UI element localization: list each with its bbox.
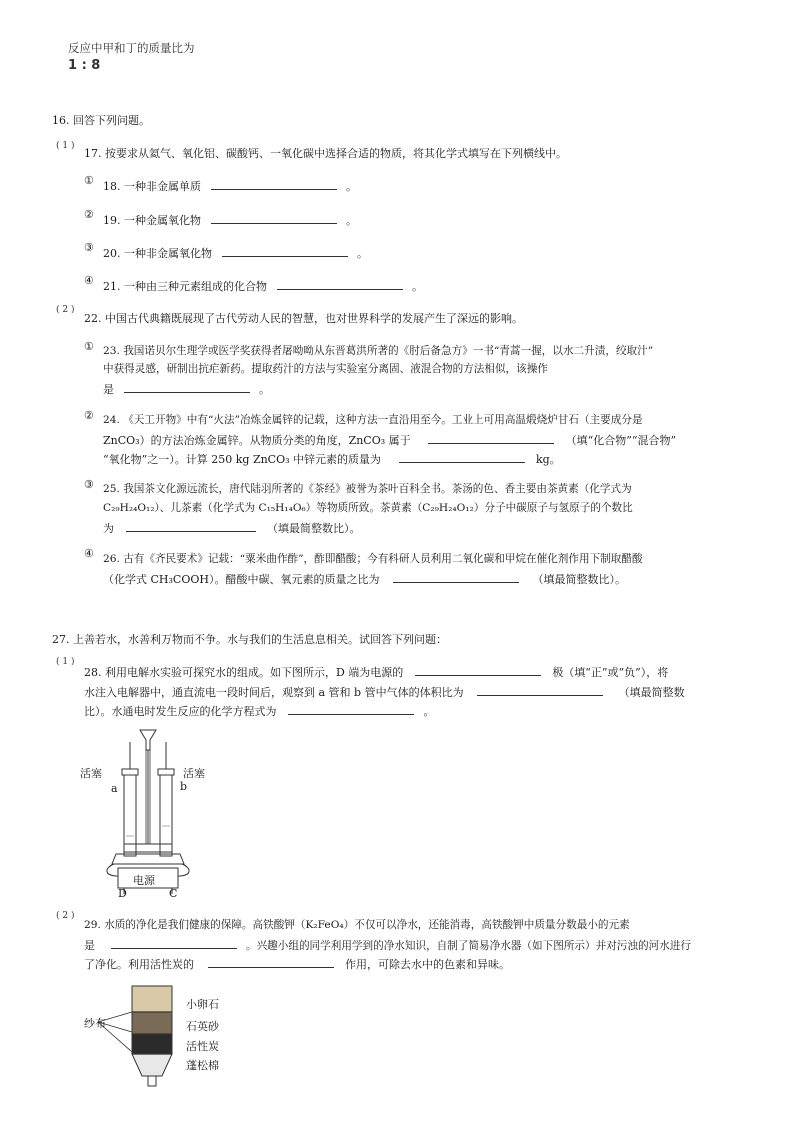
q27-title: 27. 上善若水，水善利万物而不争。水与我们的生活息息相关。试回答下列问题： — [52, 633, 447, 646]
q28-line2-hint: （填最简整数 — [618, 686, 685, 699]
layer-sand-label: 石英砂 — [186, 1020, 219, 1033]
q18-text: 18. 一种非金属单质 — [103, 180, 201, 193]
q16-part2-marker: ( 2 ) — [56, 305, 75, 315]
header-note: 反应中甲和丁的质量比为 — [68, 41, 195, 55]
q21-answer-blank[interactable] — [277, 278, 403, 290]
q28-volume-blank[interactable] — [477, 684, 603, 696]
q24-line3-text: “氧化物”之一）。计算 250 kg ZnCO₃ 中锌元素的质量为 — [103, 453, 382, 466]
q24-line3 — [103, 451, 561, 467]
end-c-label: C — [169, 887, 178, 900]
q26-line2-text: （化学式 CH₃COOH）。醋酸中碳、氧元素的质量之比为 — [103, 573, 380, 586]
tube-a-label: a — [111, 782, 118, 795]
q20-row — [103, 245, 368, 261]
q28-equation-blank[interactable] — [288, 703, 414, 715]
q18-row — [103, 178, 357, 194]
q29-line2 — [84, 937, 691, 954]
tube-b-label: b — [180, 780, 188, 793]
q19-answer-blank[interactable] — [211, 212, 337, 224]
q29-line2-prefix: 是 — [84, 939, 95, 952]
q29-line1: 29. 水质的净化是我们健康的保障。高铁酸钾（K₂FeO₄）不仅可以净水，还能消毒，高铁酸钾中质量分数最小的元素 — [84, 919, 630, 931]
q24-circle: ② — [84, 409, 94, 422]
q21-row — [103, 278, 423, 294]
q18-end: 。 — [346, 180, 357, 193]
q23-circle: ① — [84, 340, 94, 353]
q18-answer-blank[interactable] — [211, 178, 337, 190]
q28-line2 — [84, 684, 685, 700]
q19-end: 。 — [346, 214, 357, 227]
q22-stem: 22. 中国古代典籍既展现了古代劳动人民的智慧，也对世界科学的发展产生了深远的影响。 — [84, 312, 523, 325]
q20-circle: ③ — [84, 241, 94, 254]
q29-line2-text: 。兴趣小组的同学利用学到的净水知识，自制了简易净水器（如下图所示）并对污浊的河水进行 — [246, 940, 691, 952]
q16-title: 16. 回答下列问题。 — [52, 114, 150, 127]
q19-text: 19. 一种金属氧化物 — [103, 214, 201, 227]
valve-left-label: 活塞 — [80, 767, 102, 780]
q28-line1-text: 28. 利用电解水实验可探究水的组成。如下图所示，D 端为电源的 — [84, 666, 404, 679]
q23-line1: 23. 我国诺贝尔生理学或医学奖获得者屠呦呦从东晋葛洪所著的《肘后备急方》一书“青蒿一握，以水二升渍，绞取汁” — [103, 345, 654, 357]
q25-circle: ③ — [84, 478, 94, 491]
q27-part2-marker: ( 2 ) — [56, 911, 75, 921]
q28-line3-end: 。 — [423, 705, 435, 718]
q20-end: 。 — [357, 247, 368, 260]
q26-ratio-blank[interactable] — [393, 571, 519, 583]
q25-line3-prefix: 为 — [103, 522, 114, 535]
q28-line2-text: 水注入电解器中，通直流电一段时间后，观察到 a 管和 b 管中气体的体积比为 — [84, 686, 464, 699]
q23-line3-end: 。 — [259, 383, 270, 396]
q25-line3 — [103, 520, 361, 536]
q19-circle: ② — [84, 208, 94, 221]
q16-part1-marker: ( 1 ) — [56, 141, 75, 151]
q29-line3-text: 了净化。利用活性炭的 — [84, 958, 194, 971]
q26-line1: 26. 古有《齐民要术》记载：“粟米曲作酢”，酢即醋酸；今有科研人员利用二氧化碳和甲烷在催化剂作用下制取醋酸 — [103, 553, 643, 565]
q23-line3 — [103, 381, 270, 397]
q29-effect-blank[interactable] — [208, 956, 334, 968]
q24-line2-text: ZnCO₃）的方法冶炼金属锌。从物质分类的角度，ZnCO₃ 属于 — [103, 434, 411, 447]
q24-line1: 24. 《天工开物》中有“火法”冶炼金属锌的记载，这种方法一直沿用至今。工业上可用高温煅烧炉甘石（主要成分是 — [103, 414, 643, 426]
q18-circle: ① — [84, 174, 94, 187]
q24-line3-unit: kg。 — [536, 453, 561, 466]
q24-line2 — [103, 432, 676, 448]
gauze-label: 纱布 — [84, 1017, 106, 1030]
q28-line1-hint: 极（填“正”或“负”），将 — [552, 666, 669, 679]
valve-right-label: 活塞 — [183, 767, 205, 780]
power-label: 电源 — [133, 874, 155, 887]
q23-line2: 中获得灵感，研制出抗疟新药。提取药汁的方法与实验室分离固、液混合物的方法相似，该操作 — [103, 363, 548, 375]
q25-line1: 25. 我国茶文化源远流长，唐代陆羽所著的《茶经》被誉为茶叶百科全书。茶汤的色、香主要由茶黄素（化学式为 — [103, 483, 632, 495]
q27-part1-marker: ( 1 ) — [56, 657, 75, 667]
q26-line2 — [103, 571, 626, 587]
layer-cotton-label: 蓬松棉 — [186, 1059, 219, 1072]
layer-carbon-label: 活性炭 — [186, 1040, 219, 1053]
q19-row — [103, 212, 357, 228]
q29-line3-end: 作用，可除去水中的色素和异味。 — [345, 958, 510, 971]
q28-pole-blank[interactable] — [415, 664, 541, 676]
header-ratio: 1 : 8 — [68, 58, 101, 73]
q24-line2-hint: （填“化合物”“混合物” — [565, 434, 677, 447]
q21-end: 。 — [412, 280, 423, 293]
end-d-label: D — [118, 887, 127, 900]
q24-mass-blank[interactable] — [399, 451, 525, 463]
q21-text: 21. 一种由三种元素组成的化合物 — [103, 280, 267, 293]
q23-answer-blank[interactable] — [124, 381, 250, 393]
q28-line3-text: 比）。水通电时发生反应的化学方程式为 — [84, 705, 277, 718]
q24-classify-blank[interactable] — [428, 432, 554, 444]
q20-answer-blank[interactable] — [222, 245, 348, 257]
q21-circle: ④ — [84, 274, 94, 287]
layer-pebble-label: 小卵石 — [186, 998, 219, 1011]
q25-line2: C₂₉H₂₄O₁₂）、儿茶素（化学式为 C₁₅H₁₄O₆）等物质所致。茶黄素（C₂₉H₂₄O₁₂）分子中碳原子与氢原子的个数比 — [103, 502, 633, 514]
q26-circle: ④ — [84, 547, 94, 560]
q26-line2-hint: （填最简整数比）。 — [532, 573, 626, 586]
q23-line3-prefix: 是 — [103, 383, 114, 396]
q29-element-blank[interactable] — [111, 937, 237, 949]
q17-stem: 17. 按要求从氦气、氧化铝、碳酸钙、一氧化碳中选择合适的物质，将其化学式填写在下列横线中。 — [84, 147, 567, 160]
q20-text: 20. 一种非金属氧化物 — [103, 247, 212, 260]
q29-line3 — [84, 956, 510, 972]
q25-ratio-blank[interactable] — [126, 520, 256, 532]
q28-line3 — [84, 703, 435, 719]
q28-line1 — [84, 664, 668, 680]
q25-line3-hint: （填最简整数比）。 — [267, 522, 361, 535]
